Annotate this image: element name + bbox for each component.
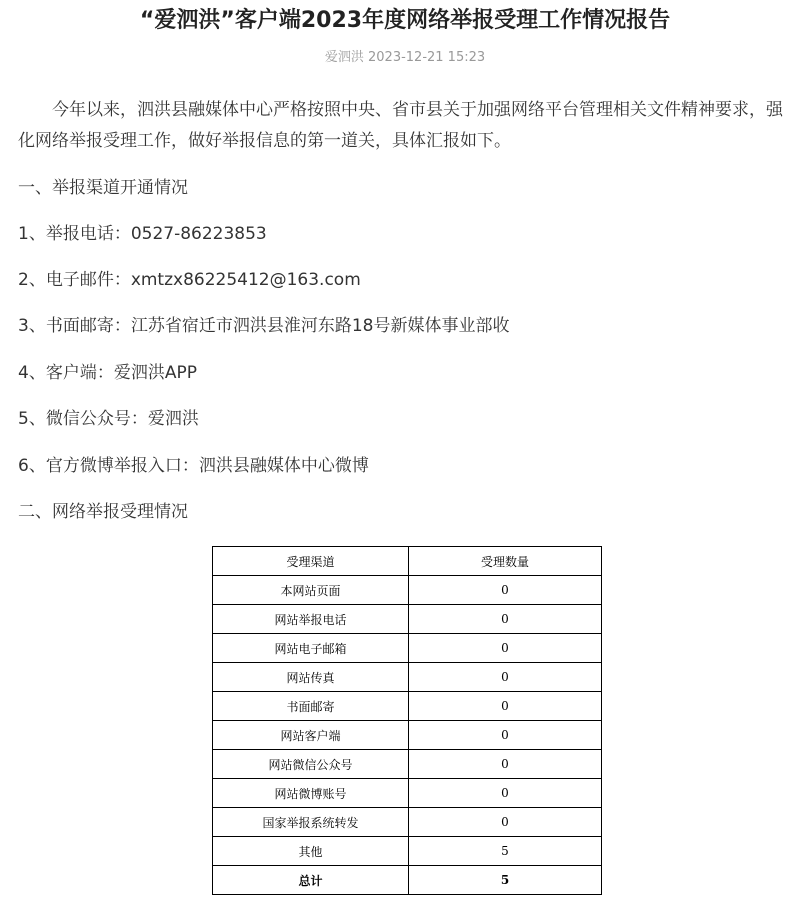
article-meta bbox=[0, 49, 810, 67]
row-channel: 网站微博账号 bbox=[213, 779, 409, 808]
row-count: 0 bbox=[409, 750, 602, 779]
article-title: “爱泗洪”客户端2023年度网络举报受理工作情况报告 bbox=[139, 8, 671, 33]
table-row bbox=[213, 605, 602, 634]
article-source[interactable]: 爱泗洪 bbox=[324, 50, 364, 65]
row-channel: 网站传真 bbox=[213, 663, 409, 692]
table-row bbox=[213, 837, 602, 866]
row-count: 0 bbox=[409, 779, 602, 808]
channel-mail: 3、书面邮寄：江苏省宿迁市泗洪县淮河东路18号新媒体事业部收 bbox=[18, 316, 510, 336]
row-count: 0 bbox=[409, 808, 602, 837]
row-count: 0 bbox=[409, 692, 602, 721]
article-datetime: 2023-12-21 15:23 bbox=[368, 50, 486, 65]
row-count: 0 bbox=[409, 634, 602, 663]
report-table bbox=[212, 546, 602, 895]
section-2-heading: 二、网络举报受理情况 bbox=[18, 502, 188, 522]
table-row bbox=[213, 779, 602, 808]
total-count: 5 bbox=[409, 866, 602, 895]
row-count: 0 bbox=[409, 605, 602, 634]
row-count: 5 bbox=[409, 837, 602, 866]
table-header-row bbox=[213, 547, 602, 576]
row-channel: 网站微信公众号 bbox=[213, 750, 409, 779]
row-channel: 其他 bbox=[213, 837, 409, 866]
table-row bbox=[213, 808, 602, 837]
header-count: 受理数量 bbox=[409, 547, 602, 576]
row-count: 0 bbox=[409, 576, 602, 605]
table-row bbox=[213, 721, 602, 750]
table-row bbox=[213, 634, 602, 663]
intro-paragraph: 今年以来，泗洪县融媒体中心严格按照中央、省市县关于加强网络平台管理相关文件精神要求，强化网络举报受理工作，做好举报信息的第一道关，具体汇报如下。 bbox=[18, 100, 783, 151]
row-count: 0 bbox=[409, 663, 602, 692]
row-channel: 本网站页面 bbox=[213, 576, 409, 605]
row-channel: 网站客户端 bbox=[213, 721, 409, 750]
channel-wechat: 5、微信公众号：爱泗洪 bbox=[18, 409, 199, 429]
table-row bbox=[213, 663, 602, 692]
row-channel: 网站电子邮箱 bbox=[213, 634, 409, 663]
row-count: 0 bbox=[409, 721, 602, 750]
row-channel: 网站举报电话 bbox=[213, 605, 409, 634]
channel-weibo: 6、官方微博举报入口：泗洪县融媒体中心微博 bbox=[18, 456, 369, 476]
section-1-heading: 一、举报渠道开通情况 bbox=[18, 178, 188, 198]
row-channel: 国家举报系统转发 bbox=[213, 808, 409, 837]
channel-app: 4、客户端：爱泗洪APP bbox=[18, 363, 197, 383]
table-row bbox=[213, 576, 602, 605]
table-row bbox=[213, 692, 602, 721]
channel-email: 2、电子邮件：xmtzx86225412@163.com bbox=[18, 270, 361, 290]
table-total-row bbox=[213, 866, 602, 895]
total-label: 总计 bbox=[213, 866, 409, 895]
channel-phone: 1、举报电话：0527-86223853 bbox=[18, 224, 267, 244]
header-channel: 受理渠道 bbox=[213, 547, 409, 576]
table-row bbox=[213, 750, 602, 779]
row-channel: 书面邮寄 bbox=[213, 692, 409, 721]
